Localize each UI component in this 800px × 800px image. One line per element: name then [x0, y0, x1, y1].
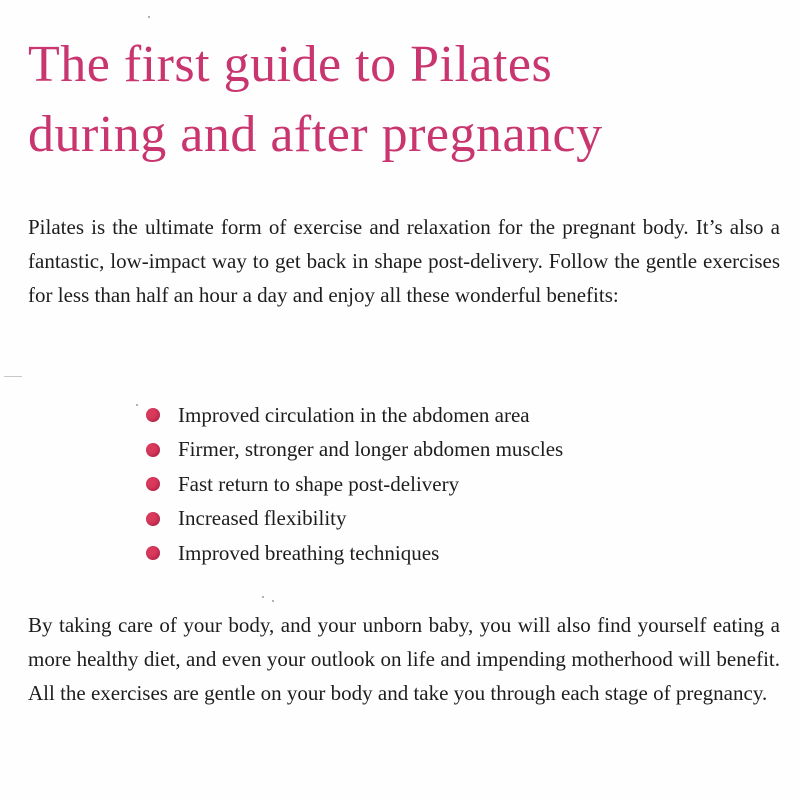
benefit-text: Fast return to shape post-delivery	[178, 471, 460, 496]
benefit-item	[146, 398, 563, 433]
page-title	[28, 30, 788, 170]
benefit-item	[146, 502, 563, 537]
pink-dot-bullet-icon	[146, 512, 160, 526]
title-line-1: The first guide to Pilates	[28, 36, 553, 93]
benefit-item	[146, 467, 563, 502]
benefit-text: Improved circulation in the abdomen area	[178, 402, 530, 427]
benefit-text: Firmer, stronger and longer abdomen muscles	[178, 437, 564, 462]
scan-speck	[262, 596, 264, 598]
pink-dot-bullet-icon	[146, 443, 160, 457]
closing-paragraph: By taking care of your body, and your unborn baby, you will also find yourself eating a more healthy diet, and even your outlook on life and impending motherhood will benefit. All the exercises are gentle on your body and take you through each stage of pregnancy.	[28, 613, 780, 705]
benefits-list	[146, 398, 563, 571]
pink-dot-bullet-icon	[146, 408, 160, 422]
scan-speck	[4, 376, 22, 377]
pink-dot-bullet-icon	[146, 477, 160, 491]
benefit-item	[146, 433, 563, 468]
benefit-item	[146, 536, 563, 571]
intro-paragraph: Pilates is the ultimate form of exercise and relaxation for the pregnant body. It’s also a fantastic, low-impact way to get back in shape post-delivery. Follow the gentle exercises for less than half an hour a day and enjoy all these wonderful benefits:	[28, 215, 780, 307]
benefit-text: Improved breathing techniques	[178, 540, 440, 565]
title-line-2: during and after pregnancy	[28, 106, 603, 163]
scan-speck	[148, 16, 150, 18]
scan-speck	[136, 404, 138, 406]
pink-dot-bullet-icon	[146, 546, 160, 560]
scan-speck	[272, 600, 274, 602]
benefit-text: Increased flexibility	[178, 506, 347, 531]
